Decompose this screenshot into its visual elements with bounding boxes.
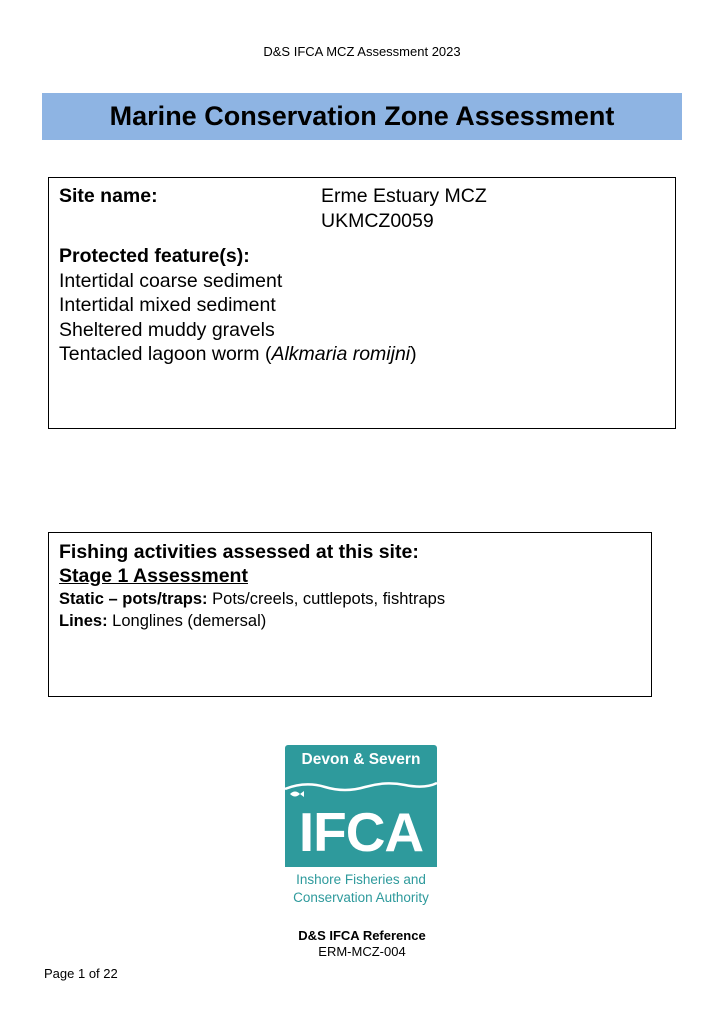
page-title: Marine Conservation Zone Assessment [109,101,615,131]
lines-gear-line [59,610,641,632]
stage-heading: Stage 1 Assessment [59,565,248,587]
static-gear-value: Pots/creels, cuttlepots, fishtraps [207,590,446,608]
feature-item: Intertidal mixed sediment [59,294,276,316]
site-code: UKMCZ0059 [321,209,434,232]
feature-item-species [59,342,665,367]
page-number: Page 1 of 22 [44,966,118,981]
wave-icon [285,777,437,797]
reference-title: D&S IFCA Reference [298,928,426,943]
species-prefix: Tentacled lagoon worm ( [59,343,272,365]
logo-devon-severn-text: Devon & Severn [301,751,421,768]
reference-block [0,928,724,960]
title-banner [42,93,682,140]
fish-icon [289,789,305,799]
logo-ifca-text: IFCA [298,801,424,863]
logo-subtitle [285,871,437,907]
logo-subtitle-line1: Inshore Fisheries and [296,872,426,887]
site-name-values [321,184,487,233]
reference-code: ERM-MCZ-004 [318,944,406,959]
document-header: D&S IFCA MCZ Assessment 2023 [263,44,461,59]
lines-gear-label: Lines: [59,612,108,630]
fishing-activities-box [48,532,652,697]
ifca-logo [285,745,437,910]
feature-item: Sheltered muddy gravels [59,318,275,341]
fishing-activities-heading: Fishing activities assessed at this site: [59,541,419,563]
feature-item: Intertidal coarse sediment [59,269,283,292]
logo-subtitle-line2: Conservation Authority [293,890,429,905]
protected-features-label: Protected feature(s): [59,245,250,267]
species-suffix: ) [410,343,417,365]
logo-teal-panel [285,745,437,867]
static-gear-label: Static – pots/traps: [59,590,208,608]
site-name-value: Erme Estuary MCZ [321,185,487,207]
species-latin-name: Alkmaria romijni [271,343,411,365]
site-info-box [48,177,676,429]
site-name-label: Site name: [59,185,158,207]
lines-gear-value: Longlines (demersal) [107,612,267,630]
site-name-row [59,184,665,233]
static-gear-line [59,588,641,610]
